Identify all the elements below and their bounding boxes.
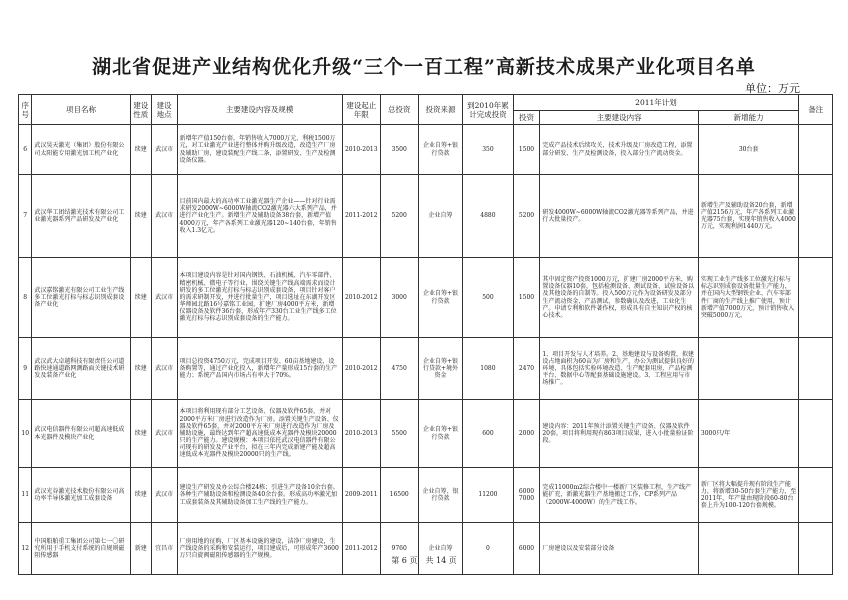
cell-content: 厂房用地的征购，厂区基本设施的建设，洁净厂房建设，生产线设备的采购和安装运行，项目建成后，可形成年产3600万只自旋阀磁阻传感器的生产规模。 xyxy=(177,523,342,575)
table-row xyxy=(19,523,833,575)
cell-period: 2010-2013 xyxy=(342,400,380,468)
cell-seq: 9 xyxy=(19,338,32,400)
cell-period: 2010-2012 xyxy=(342,258,380,338)
cell-location: 武汉市 xyxy=(151,400,177,468)
header-invest: 投资 xyxy=(513,111,540,125)
cell-total: 4750 xyxy=(380,338,418,400)
cell-source: 企业自筹+银行贷款+境外资金 xyxy=(418,338,463,400)
cell-seq: 7 xyxy=(19,175,32,258)
cell-total: 3000 xyxy=(380,258,418,338)
cell-period: 2009-2011 xyxy=(342,468,380,523)
cell-capacity: 3000只/年 xyxy=(698,400,798,468)
cell-name: 武汉嘉铭激光有限公司工业生产线多工位激光打标与标志识别成套设备产业化 xyxy=(32,258,130,338)
page-footer: 第 6 页 共 14 页 xyxy=(391,556,457,565)
cell-seq: 11 xyxy=(19,468,32,523)
project-table xyxy=(18,94,833,575)
cell-main: 完成11000m2综合楼中一楼新厂区装修工程，生产线产能扩充，新激光器生产基地搬迁工作，CP系列产品（2000W-4000W）的生产线工作。 xyxy=(540,468,699,523)
cell-capacity: 新增生产及辅助设备20台套，新增产值2156万元，年产各系列工业激光器75台套，实现年销售收入4000万元，实现利润1440万元。 xyxy=(698,175,798,258)
cell-cumulative: 4880 xyxy=(463,175,513,258)
cell-main: 建设内容：2011年预计添置关键生产设备、仪器及软件20套，项目将利用现有863项目成果，进入小批量验证阶段。 xyxy=(540,400,699,468)
header-total: 总投资 xyxy=(380,95,418,125)
cell-content: 本项目将利用现有部分工艺设备、仪器及软件65套，并对2000平方米厂房进行改造作为厂房。添置关键生产设备、仪器及软件65套，并对2000平方米厂房进行改造作为厂房及辅助设施，最终达到年产超高速低成本光器件及模块20000只的生产能力。建设规模：本项目依托武汉电信器件有限公司现有的研发及产业平台，拟在三年内完成新建产能及超高速低成本光器件及模块20000只的生产线。 xyxy=(177,400,342,468)
cell-main: 其中固定资产投资1000万元，扩建厂房2000平方米，购置设备仪器10套，包括检测设备、测试设备、试验设备以及其他设备的自制等。投入500万元作为设备研发及部分生产流动资金，产品测试、参数确认及改进，工业化生产。申请专利和软件著作权，形成具有自主知识产权的核心技术。 xyxy=(540,258,699,338)
cell-nature: 续建 xyxy=(130,338,151,400)
cell-nature: 续建 xyxy=(130,258,151,338)
table-row xyxy=(19,468,833,523)
cell-location: 宜昌市 xyxy=(151,523,177,575)
cell-remark xyxy=(799,400,833,468)
cell-name: 中国船舶重工集团公司第七一〇研究所用于手机支付系统的自规则磁阻传感器 xyxy=(32,523,130,575)
cell-total: 9760 xyxy=(380,523,418,575)
cell-source: 企业自筹+银行贷款 xyxy=(418,258,463,338)
cell-period: 2011-2012 xyxy=(342,523,380,575)
header-name: 项目名称 xyxy=(32,95,130,125)
cell-nature: 续建 xyxy=(130,400,151,468)
header-seq: 序号 xyxy=(19,95,32,125)
table-row xyxy=(19,400,833,468)
cell-cumulative: 0 xyxy=(463,523,513,575)
cell-seq: 10 xyxy=(19,400,32,468)
cell-total: 3500 xyxy=(380,125,418,175)
cell-remark xyxy=(799,258,833,338)
cell-period: 2011-2012 xyxy=(342,175,380,258)
header-cumulative: 到2010年累计完成投资 xyxy=(463,95,513,125)
cell-cumulative: 500 xyxy=(463,258,513,338)
cell-cumulative: 1080 xyxy=(463,338,513,400)
cell-main: 完成产品技术后续攻关，技术升级及厂房改造工程，添置部分研发、生产及检测设备，投入部分生产流动资金。 xyxy=(540,125,699,175)
cell-cumulative: 350 xyxy=(463,125,513,175)
table-row xyxy=(19,338,833,400)
cell-total: 5500 xyxy=(380,400,418,468)
cell-invest: 6000 7000 xyxy=(513,468,540,523)
cell-capacity: 新厂区将大幅提升现有阶段生产能力，将新增30-50台套生产能力，至2011年，年产量由现阶段60-80台套上升为100-120台套规模。 xyxy=(698,468,798,523)
cell-location: 武汉市 xyxy=(151,175,177,258)
cell-invest: 6000 xyxy=(513,523,540,575)
cell-cumulative: 600 xyxy=(463,400,513,468)
cell-remark xyxy=(799,468,833,523)
cell-content: 项目总投资4750万元，完成项目开发、60亩基地建设、设备购置等，通过产业化投入，新增年产量形成15台套的生产能力；系统产品国内市场占有率大于70%。 xyxy=(177,338,342,400)
cell-nature: 续建 xyxy=(130,125,151,175)
cell-invest: 2470 xyxy=(513,338,540,400)
cell-source: 企业自筹 xyxy=(418,175,463,258)
cell-seq: 6 xyxy=(19,125,32,175)
cell-total: 16500 xyxy=(380,468,418,523)
cell-source: 企业自筹 xyxy=(418,523,463,575)
cell-remark xyxy=(799,523,833,575)
cell-total: 5200 xyxy=(380,175,418,258)
cell-invest: 1500 xyxy=(513,125,540,175)
cell-source: 企业自筹+银行贷款 xyxy=(418,400,463,468)
cell-capacity: 实现工业生产线多工位激光打标与标志识别成套设备批量生产能力，并在国内大型钢铁企业、汽车零部件厂商的生产线上推广使用，预计新增产值7000万元，预计销售收入突破5000万元。 xyxy=(698,258,798,338)
cell-nature: 续建 xyxy=(130,468,151,523)
cell-source: 企业自筹、银行贷款 xyxy=(418,468,463,523)
cell-remark xyxy=(799,175,833,258)
cell-name: 武汉光谷激光技术股份有限公司高功率半导体激光加工成套设备 xyxy=(32,468,130,523)
table-row xyxy=(19,125,833,175)
cell-main: 厂房建设以及安装部分设备 xyxy=(540,523,699,575)
table-row xyxy=(19,175,833,258)
header-source: 投资来源 xyxy=(418,95,463,125)
cell-nature: 续建 xyxy=(130,175,151,258)
cell-seq: 8 xyxy=(19,258,32,338)
cell-location: 武汉市 xyxy=(151,125,177,175)
cell-content: 本项目建设内容是针对国内钢铁、石油机械、汽车零部件、精密机械、微电子等行业，围绕关键生产线高端需求而设计研发的多工位激光打标与标志识别成套设备，项目针对客户的需求研制开发，并进行批量生产，项目选址在东湖开发区华师园北路16号嘉铭工业园，扩建厂房4000平方米，新增仪器设备及软件36台套，形成年产330台工业生产线多工位激光打标与标志识别成套设备的生产能力。 xyxy=(177,258,342,338)
cell-capacity: 30台套 xyxy=(698,125,798,175)
cell-seq: 12 xyxy=(19,523,32,575)
header-plan-2011: 2011年计划 xyxy=(513,95,799,111)
cell-cumulative: 11200 xyxy=(463,468,513,523)
header-location: 建设地点 xyxy=(151,95,177,125)
cell-period: 2010-2012 xyxy=(342,338,380,400)
cell-name: 武汉电信器件有限公司超高速低成本光器件及模块产业化 xyxy=(32,400,130,468)
header-capacity: 新增能力 xyxy=(698,111,798,125)
cell-name: 武汉武大卓越科技有限责任公司道路快速通道路网测路面关键技术研发及装备产业化 xyxy=(32,338,130,400)
cell-content: 目前国内最大的高功率工业激光器生产企业——针对行业需求研发2000W~6000W轴流CO2激光器六大系列产品，并进行产业化生产。新增生产及辅助设备38台套，新增产值4000万元，年产各系列工业激光器120~140台套，年销售收入1.3亿元。 xyxy=(177,175,342,258)
cell-location: 武汉市 xyxy=(151,468,177,523)
page-title: 湖北省促进产业结构优化升级“三个一百工程”高新技术成果产业化项目名单 xyxy=(92,56,756,78)
cell-period: 2010-2013 xyxy=(342,125,380,175)
cell-name: 武汉昊天激光（集团）股份有限公司太阳能专用激光加工机产业化 xyxy=(32,125,130,175)
cell-remark xyxy=(799,338,833,400)
cell-invest: 1500 xyxy=(513,258,540,338)
cell-location: 武汉市 xyxy=(151,338,177,400)
cell-capacity xyxy=(698,338,798,400)
cell-invest: 5200 xyxy=(513,175,540,258)
unit-label: 单位：万元 xyxy=(745,82,800,95)
header-nature: 建设性质 xyxy=(130,95,151,125)
cell-name: 武汉华工团结激光技术有限公司工业激光器系列产品研发及产业化 xyxy=(32,175,130,258)
cell-location: 武汉市 xyxy=(151,258,177,338)
cell-nature: 新建 xyxy=(130,523,151,575)
cell-main: 研发4000W~6000W轴流CO2激光器等系列产品，并进行大批量投产。 xyxy=(540,175,699,258)
cell-capacity xyxy=(698,523,798,575)
cell-content: 新增年产值150台套，年销售收入7000万元，利税1500万元，对工业激光产业进行整体并购升级改造，改造生产厂房及辅助厂房，建设装配生产线二条，添置研发、生产及检测设备仪器。 xyxy=(177,125,342,175)
cell-remark xyxy=(799,125,833,175)
header-remark: 备注 xyxy=(799,95,833,125)
cell-content: 建设生产研发及办公综合楼24栋；引进生产设备10余台套。各种生产辅助设备和检测设备40余台套。形成高功率激光加工成套装备及其辅助设备加工生产线的生产能力。 xyxy=(177,468,342,523)
header-period: 建设起止年限 xyxy=(342,95,380,125)
header-main: 主要建设内容 xyxy=(540,111,699,125)
header-content: 主要建设内容及规模 xyxy=(177,95,342,125)
cell-invest: 2000 xyxy=(513,400,540,468)
cell-main: 1、项目开发与人才培养。2、基地建设与设备购置，拟建设占地面积为60亩为厂房和生产、办公为测试提供良好的环境，具体包括实验环境改造、生产配套用房、产品检测平台、数据中心等配套基础设施建设。3、工程应用与市场推广。 xyxy=(540,338,699,400)
cell-source: 企业自筹+银行贷款 xyxy=(418,125,463,175)
table-row xyxy=(19,258,833,338)
